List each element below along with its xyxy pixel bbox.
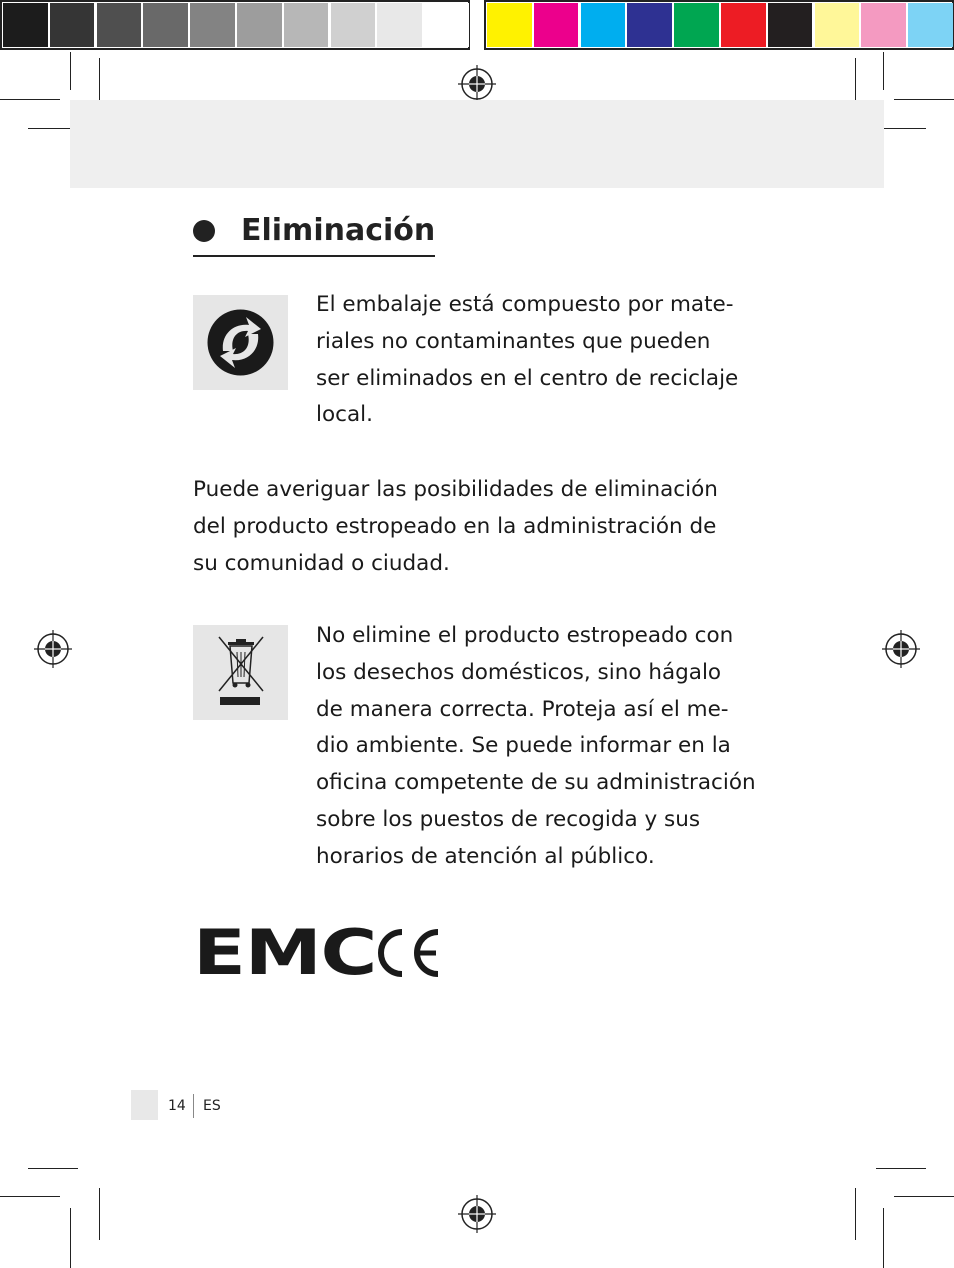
crop-mark [0, 99, 60, 100]
emc-mark: EMC [193, 916, 377, 989]
gray-swatch [190, 3, 235, 47]
crop-mark [28, 1168, 78, 1169]
gray-swatch [3, 3, 48, 47]
text-line: oficina competente de su administración [316, 770, 756, 796]
crop-mark [883, 52, 884, 90]
crop-mark [883, 1208, 884, 1268]
ce-mark-icon [372, 928, 442, 978]
color-swatch [815, 3, 860, 47]
text-line: Puede averiguar las posibilidades de eliminación [193, 477, 718, 502]
color-swatch [581, 3, 626, 47]
gray-swatch [237, 3, 282, 47]
color-swatch [674, 3, 719, 47]
registration-mark-icon [458, 1195, 496, 1233]
text-line: riales no contaminantes que pueden [316, 328, 711, 354]
crop-mark [876, 1168, 926, 1169]
section-title: Eliminación [241, 213, 436, 248]
weee-text [316, 618, 756, 876]
color-swatch [768, 3, 813, 47]
registration-mark-icon [882, 630, 920, 668]
gray-swatch [377, 3, 422, 47]
color-swatch [721, 3, 766, 47]
footer-divider [193, 1094, 194, 1118]
section-heading [193, 207, 435, 257]
crop-mark [70, 1208, 71, 1268]
gray-swatch [331, 3, 376, 47]
crop-mark [70, 52, 71, 90]
disposal-info-text [193, 472, 718, 582]
crop-mark [894, 99, 954, 100]
crop-mark [99, 1188, 100, 1240]
gray-swatch [424, 3, 469, 47]
text-line: local. [316, 402, 373, 428]
page-number: 14 [168, 1098, 186, 1114]
heading-bullet-icon [193, 220, 215, 242]
green-dot-recycling-icon [193, 295, 288, 390]
header-band [70, 100, 884, 188]
color-swatch [627, 3, 672, 47]
text-line: El embalaje está compuesto por mate- [316, 292, 734, 317]
color-swatch [534, 3, 579, 47]
packaging-text [316, 287, 738, 434]
text-line: No elimine el producto estropeado con [316, 623, 734, 648]
registration-mark-icon [34, 630, 72, 668]
text-line: ser eliminados en el centro de reciclaje [316, 365, 739, 391]
gray-swatch [50, 3, 95, 47]
color-swatch [861, 3, 906, 47]
crop-mark [855, 58, 856, 106]
page-tab-marker [131, 1090, 158, 1120]
gray-swatch [97, 3, 142, 47]
color-swatch [908, 3, 953, 47]
crop-mark [99, 58, 100, 106]
gray-swatch [284, 3, 329, 47]
crop-mark [0, 1196, 60, 1197]
text-line: los desechos domésticos, sino hágalo [316, 659, 722, 685]
gray-swatch [143, 3, 188, 47]
color-swatch [487, 3, 532, 47]
text-line: dio ambiente. Se puede informar en la [316, 733, 731, 759]
crossed-out-wheelie-bin-icon [193, 625, 288, 720]
text-line: de manera correcta. Proteja así el me- [316, 696, 729, 722]
crop-mark [855, 1188, 856, 1240]
crop-mark [894, 1196, 954, 1197]
text-line: sobre los puestos de recogida y sus [316, 806, 701, 832]
text-line: del producto estropeado en la administración de [193, 513, 717, 539]
text-line: horarios de atención al público. [316, 843, 655, 869]
language-code: ES [203, 1098, 221, 1114]
registration-mark-icon [458, 65, 496, 103]
text-line: su comunidad o ciudad. [193, 550, 450, 576]
